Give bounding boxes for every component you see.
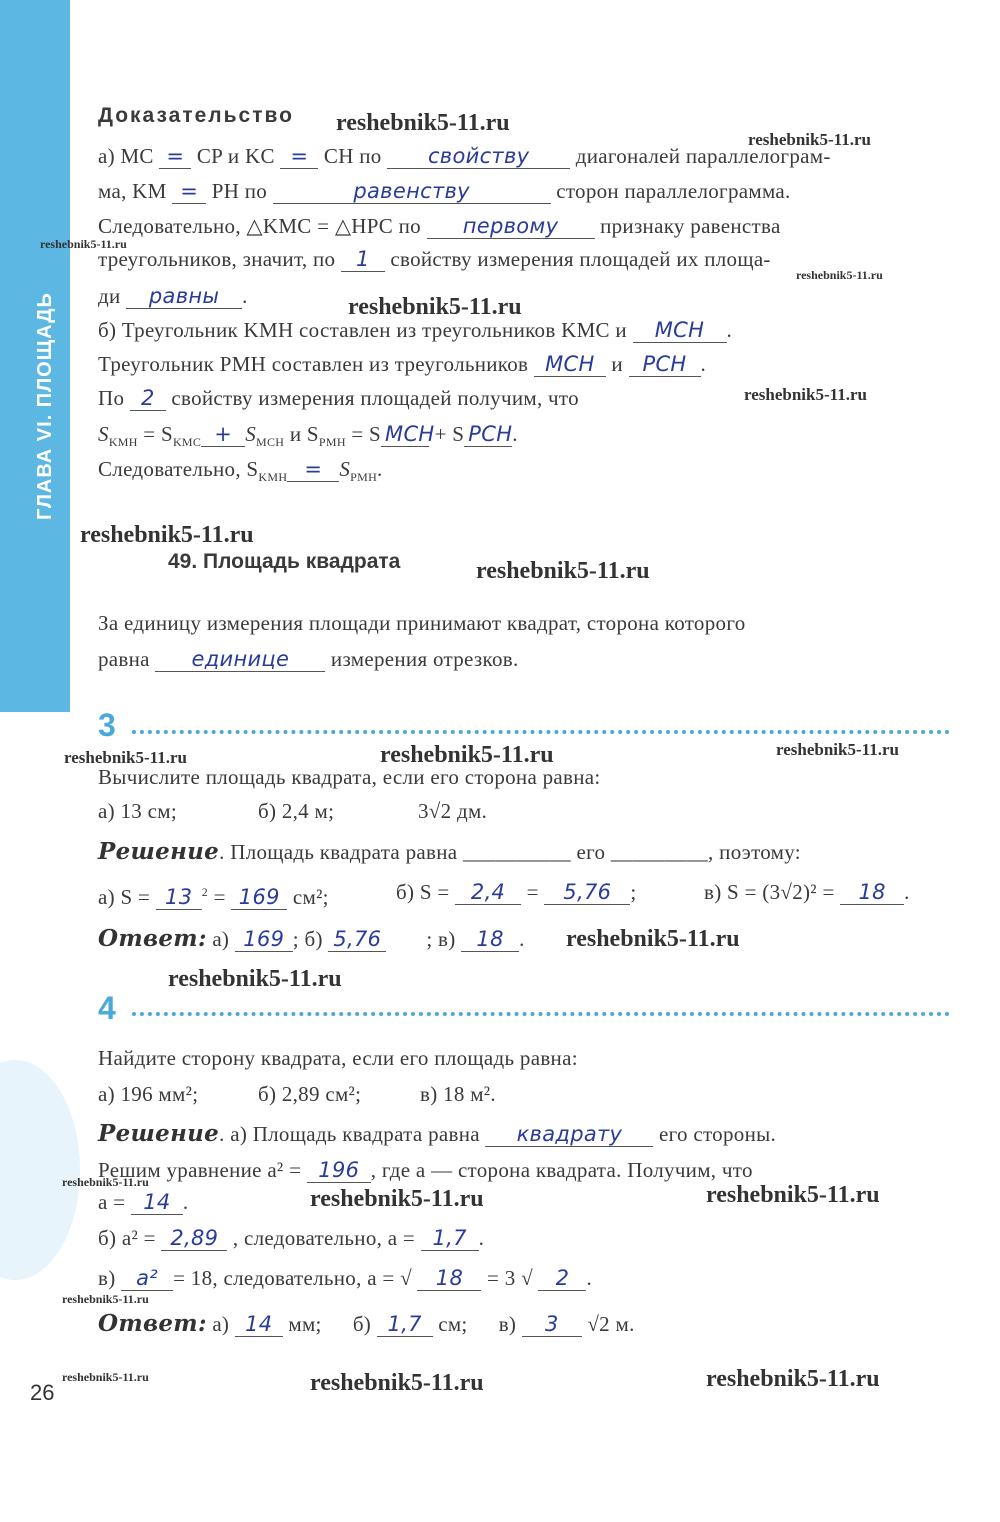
proof-line-6: б) Треугольник KMH составлен из треугольников KMC и MCH . bbox=[98, 318, 733, 342]
section-text-line-1: За единицу измерения площади принимают квадрат, сторона которого bbox=[98, 611, 746, 635]
task3-option-b: б) 2,4 м; bbox=[258, 799, 335, 823]
handwritten-answer: равенству bbox=[273, 179, 551, 204]
handwritten-answer: a² bbox=[121, 1266, 173, 1291]
handwritten-answer: = bbox=[287, 457, 339, 482]
handwritten-answer: = bbox=[280, 144, 318, 169]
task4-solution-line: Решение. а) Площадь квадрата равна квадрату его стороны. bbox=[98, 1120, 777, 1147]
watermark: reshebnik5-11.ru bbox=[776, 740, 899, 759]
task4-option-c: в) 18 м². bbox=[420, 1082, 496, 1106]
task3-option-a: а) 13 см; bbox=[98, 799, 177, 823]
handwritten-answer: 18 bbox=[461, 927, 519, 952]
page-number: 26 bbox=[30, 1380, 55, 1405]
watermark: reshebnik5-11.ru bbox=[64, 748, 187, 767]
watermark: reshebnik5-11.ru bbox=[748, 130, 871, 149]
handwritten-answer: 1,7 bbox=[421, 1226, 479, 1251]
watermark: reshebnik5-11.ru bbox=[706, 1182, 880, 1208]
solution-label: Решение bbox=[98, 838, 220, 865]
watermark: reshebnik5-11.ru bbox=[348, 294, 522, 320]
watermark: reshebnik5-11.ru bbox=[566, 926, 740, 952]
watermark: reshebnik5-11.ru bbox=[336, 110, 510, 136]
handwritten-answer: единице bbox=[155, 647, 325, 672]
proof-line-7: Треугольник PMH составлен из треугольников MCH и PCH . bbox=[98, 352, 707, 376]
handwritten-answer: квадрату bbox=[485, 1122, 653, 1147]
handwritten-answer: 196 bbox=[307, 1158, 371, 1183]
task3-calc-a: а) S = 13 $^2$ = 169 см²; bbox=[98, 885, 329, 909]
task-number: 4 bbox=[98, 990, 116, 1026]
proof-line-2: ма, KM = PH по равенству сторон параллелограмма. bbox=[98, 179, 791, 203]
answer-label: Ответ: bbox=[98, 1310, 207, 1337]
decorative-circle bbox=[0, 1060, 80, 1280]
watermark: reshebnik5-11.ru bbox=[796, 268, 883, 282]
handwritten-answer: 14 bbox=[235, 1312, 283, 1337]
watermark: reshebnik5-11.ru bbox=[62, 1292, 149, 1306]
watermark: reshebnik5-11.ru bbox=[310, 1186, 484, 1212]
watermark: reshebnik5-11.ru bbox=[62, 1370, 149, 1384]
handwritten-answer: = bbox=[159, 144, 191, 169]
handwritten-answer: 2,89 bbox=[161, 1226, 227, 1251]
handwritten-answer: 1 bbox=[341, 247, 385, 272]
task4-option-b: б) 2,89 см²; bbox=[258, 1082, 362, 1106]
handwritten-answer: 1,7 bbox=[377, 1312, 433, 1337]
section-text-line-2: равна единице измерения отрезков. bbox=[98, 647, 519, 671]
watermark: reshebnik5-11.ru bbox=[476, 558, 650, 584]
handwritten-answer: PCH bbox=[464, 422, 512, 447]
handwritten-answer: 2 bbox=[130, 386, 166, 411]
handwritten-answer: 3 bbox=[522, 1312, 582, 1337]
handwritten-answer: MCH bbox=[534, 352, 606, 377]
proof-line-10: Следовательно, $S_{KMH} = S_{PMH}$. bbox=[98, 457, 383, 485]
task3-calc-b: б) S = 2,4 = 5,76 ; bbox=[396, 880, 637, 904]
watermark: reshebnik5-11.ru bbox=[744, 385, 867, 404]
chapter-label: ГЛАВА VI. ПЛОЩАДЬ bbox=[34, 292, 56, 520]
task4-line-2: Решим уравнение a² = 196 , где a — сторона квадрата. Получим, что bbox=[98, 1158, 753, 1182]
proof-line-1: а) MC = CP и KC = CH по свойству диагоналей параллелограм- bbox=[98, 144, 831, 168]
watermark: reshebnik5-11.ru bbox=[310, 1370, 484, 1396]
chapter-sidebar bbox=[0, 0, 70, 712]
watermark: reshebnik5-11.ru bbox=[706, 1366, 880, 1392]
handwritten-answer: 2 bbox=[538, 1266, 586, 1291]
handwritten-answer: 18 bbox=[417, 1266, 481, 1291]
task3-solution-line: Решение. Площадь квадрата равна __________ его _________, поэтому: bbox=[98, 838, 801, 865]
task-divider bbox=[132, 1012, 950, 1016]
handwritten-answer: = bbox=[172, 179, 206, 204]
watermark: reshebnik5-11.ru bbox=[40, 237, 127, 251]
watermark: reshebnik5-11.ru bbox=[80, 522, 254, 548]
proof-line-8: По 2 свойству измерения площадей получим, что bbox=[98, 386, 579, 410]
task-number: 3 bbox=[98, 707, 116, 743]
handwritten-answer: 18 bbox=[840, 880, 904, 905]
task4-line-c: в) a² = 18, следовательно, a = √ 18 = 3 √ 2 . bbox=[98, 1266, 593, 1290]
proof-line-4: треугольников, значит, по 1 свойству измерения площадей их площа- bbox=[98, 247, 771, 271]
handwritten-answer: MCH bbox=[633, 318, 727, 343]
handwritten-answer: 5,76 bbox=[544, 880, 630, 905]
watermark: reshebnik5-11.ru bbox=[380, 742, 554, 768]
handwritten-answer: равны bbox=[126, 284, 242, 309]
task4-line-b: б) a² = 2,89 , следовательно, a = 1,7 . bbox=[98, 1226, 485, 1250]
task3-answer: Ответ: а) 169 ; б) 5,76 ; в) 18 . bbox=[98, 925, 525, 952]
handwritten-answer: 169 bbox=[235, 927, 293, 952]
task4-question: Найдите сторону квадрата, если его площадь равна: bbox=[98, 1046, 578, 1070]
proof-line-3: Следовательно, △KMC = △HPC по первому признаку равенства bbox=[98, 214, 781, 238]
task3-calc-c: в) S = (3√2)² = 18 . bbox=[704, 880, 910, 904]
proof-line-9: $S_{KMH} = S_{KMC} + S_{MCH}$ и $S_{PMH} = S$ MCH + S PCH. bbox=[98, 422, 518, 450]
proof-title: Доказательство bbox=[98, 104, 294, 127]
task4-answer: Ответ: а) 14 мм; б) 1,7 см; в) 3 √2 м. bbox=[98, 1310, 635, 1337]
handwritten-answer: 2,4 bbox=[455, 880, 521, 905]
handwritten-answer: 13 bbox=[156, 885, 202, 910]
task3-question: Вычислите площадь квадрата, если его сторона равна: bbox=[98, 765, 601, 789]
section-title: 49. Площадь квадрата bbox=[168, 550, 401, 573]
answer-label: Ответ: bbox=[98, 925, 207, 952]
handwritten-answer: MCH bbox=[381, 422, 429, 447]
task4-option-a: а) 196 мм²; bbox=[98, 1082, 199, 1106]
solution-label: Решение bbox=[98, 1120, 220, 1147]
handwritten-answer: PCH bbox=[629, 352, 701, 377]
task-divider bbox=[132, 730, 950, 734]
handwritten-answer: + bbox=[201, 422, 245, 447]
watermark: reshebnik5-11.ru bbox=[62, 1175, 149, 1189]
task4-line-3: a = 14 . bbox=[98, 1190, 189, 1214]
watermark: reshebnik5-11.ru bbox=[168, 966, 342, 992]
handwritten-answer: первому bbox=[427, 214, 595, 239]
handwritten-answer: 169 bbox=[231, 885, 287, 910]
handwritten-answer: 5,76 bbox=[328, 927, 386, 952]
task3-option-c: 3√2 дм. bbox=[418, 799, 488, 823]
handwritten-answer: 14 bbox=[131, 1190, 183, 1215]
proof-line-5: ди равны . bbox=[98, 284, 248, 308]
handwritten-answer: свойству bbox=[387, 144, 570, 169]
